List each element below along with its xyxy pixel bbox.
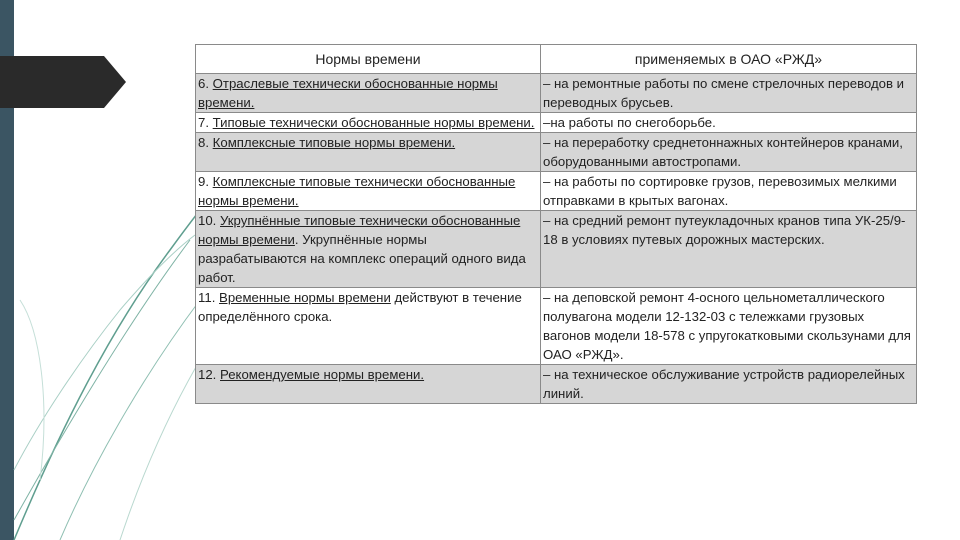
table-header-row [196,45,917,74]
table-row [196,172,917,211]
table-row [196,288,917,365]
row-number: 7. [198,115,213,130]
table-row [196,74,917,113]
norm-cell [196,133,541,172]
applies-cell: – на работы по сортировке грузов, перевозимых мелкими отправками в крытых вагонах. [541,172,917,211]
applies-cell: – на переработку среднетоннажных контейнеров кранами, оборудованными автостропами. [541,133,917,172]
row-number: 12. [198,367,220,382]
row-number: 6. [198,76,213,91]
norm-cell [196,172,541,211]
applies-cell: – на техническое обслуживание устройств радиорелейных линий. [541,365,917,404]
table-row [196,133,917,172]
norm-link[interactable]: Комплексные типовые нормы времени. [212,135,456,150]
row-number: 10. [198,213,220,228]
applies-cell: – на деповской ремонт 4-осного цельнометаллического полувагона модели 12-132-03 с тележками грузовых вагонов модели 18-578 с упругокатковыми скользунами для ОАО «РЖД». [541,288,917,365]
norm-cell [196,74,541,113]
norm-link[interactable]: Отраслевые технически обоснованные нормы времени. [198,76,498,110]
applies-cell: –на работы по снегоборьбе. [541,113,917,133]
norm-cell [196,211,541,288]
norm-cell [196,288,541,365]
norm-extra: . Укрупнённые нормы разрабатываются на комплекс операций одного вида работ. [198,232,526,285]
applies-cell: – на ремонтные работы по смене стрелочных переводов и переводных брусьев. [541,74,917,113]
row-number: 11. [198,290,220,305]
header-applied: применяемых в ОАО «РЖД» [541,45,917,74]
table-row [196,211,917,288]
row-number: 8. [198,135,213,150]
norm-link[interactable]: Укрупнённые типовые технически обоснованные нормы времени [198,213,521,247]
norm-extra: действуют в течение определённого срока. [198,290,522,324]
norm-link[interactable]: Типовые технически обоснованные нормы времени. [212,115,535,130]
title-accent-arrow [104,56,126,108]
norm-link[interactable]: Рекомендуемые нормы времени. [220,367,425,382]
norm-link[interactable]: Временные нормы времени [219,290,391,305]
norm-link[interactable]: Комплексные типовые технически обоснованные нормы времени. [198,174,516,208]
row-number: 9. [198,174,213,189]
norm-cell [196,365,541,404]
norms-table [195,44,917,404]
title-accent-shape [0,56,104,108]
table-row [196,365,917,404]
table-row [196,113,917,133]
applies-cell: – на средний ремонт путеукладочных кранов типа УК-25/9-18 в условиях путевых дорожных мастерских. [541,211,917,288]
norm-cell [196,113,541,133]
header-norms: Нормы времени [196,45,541,74]
